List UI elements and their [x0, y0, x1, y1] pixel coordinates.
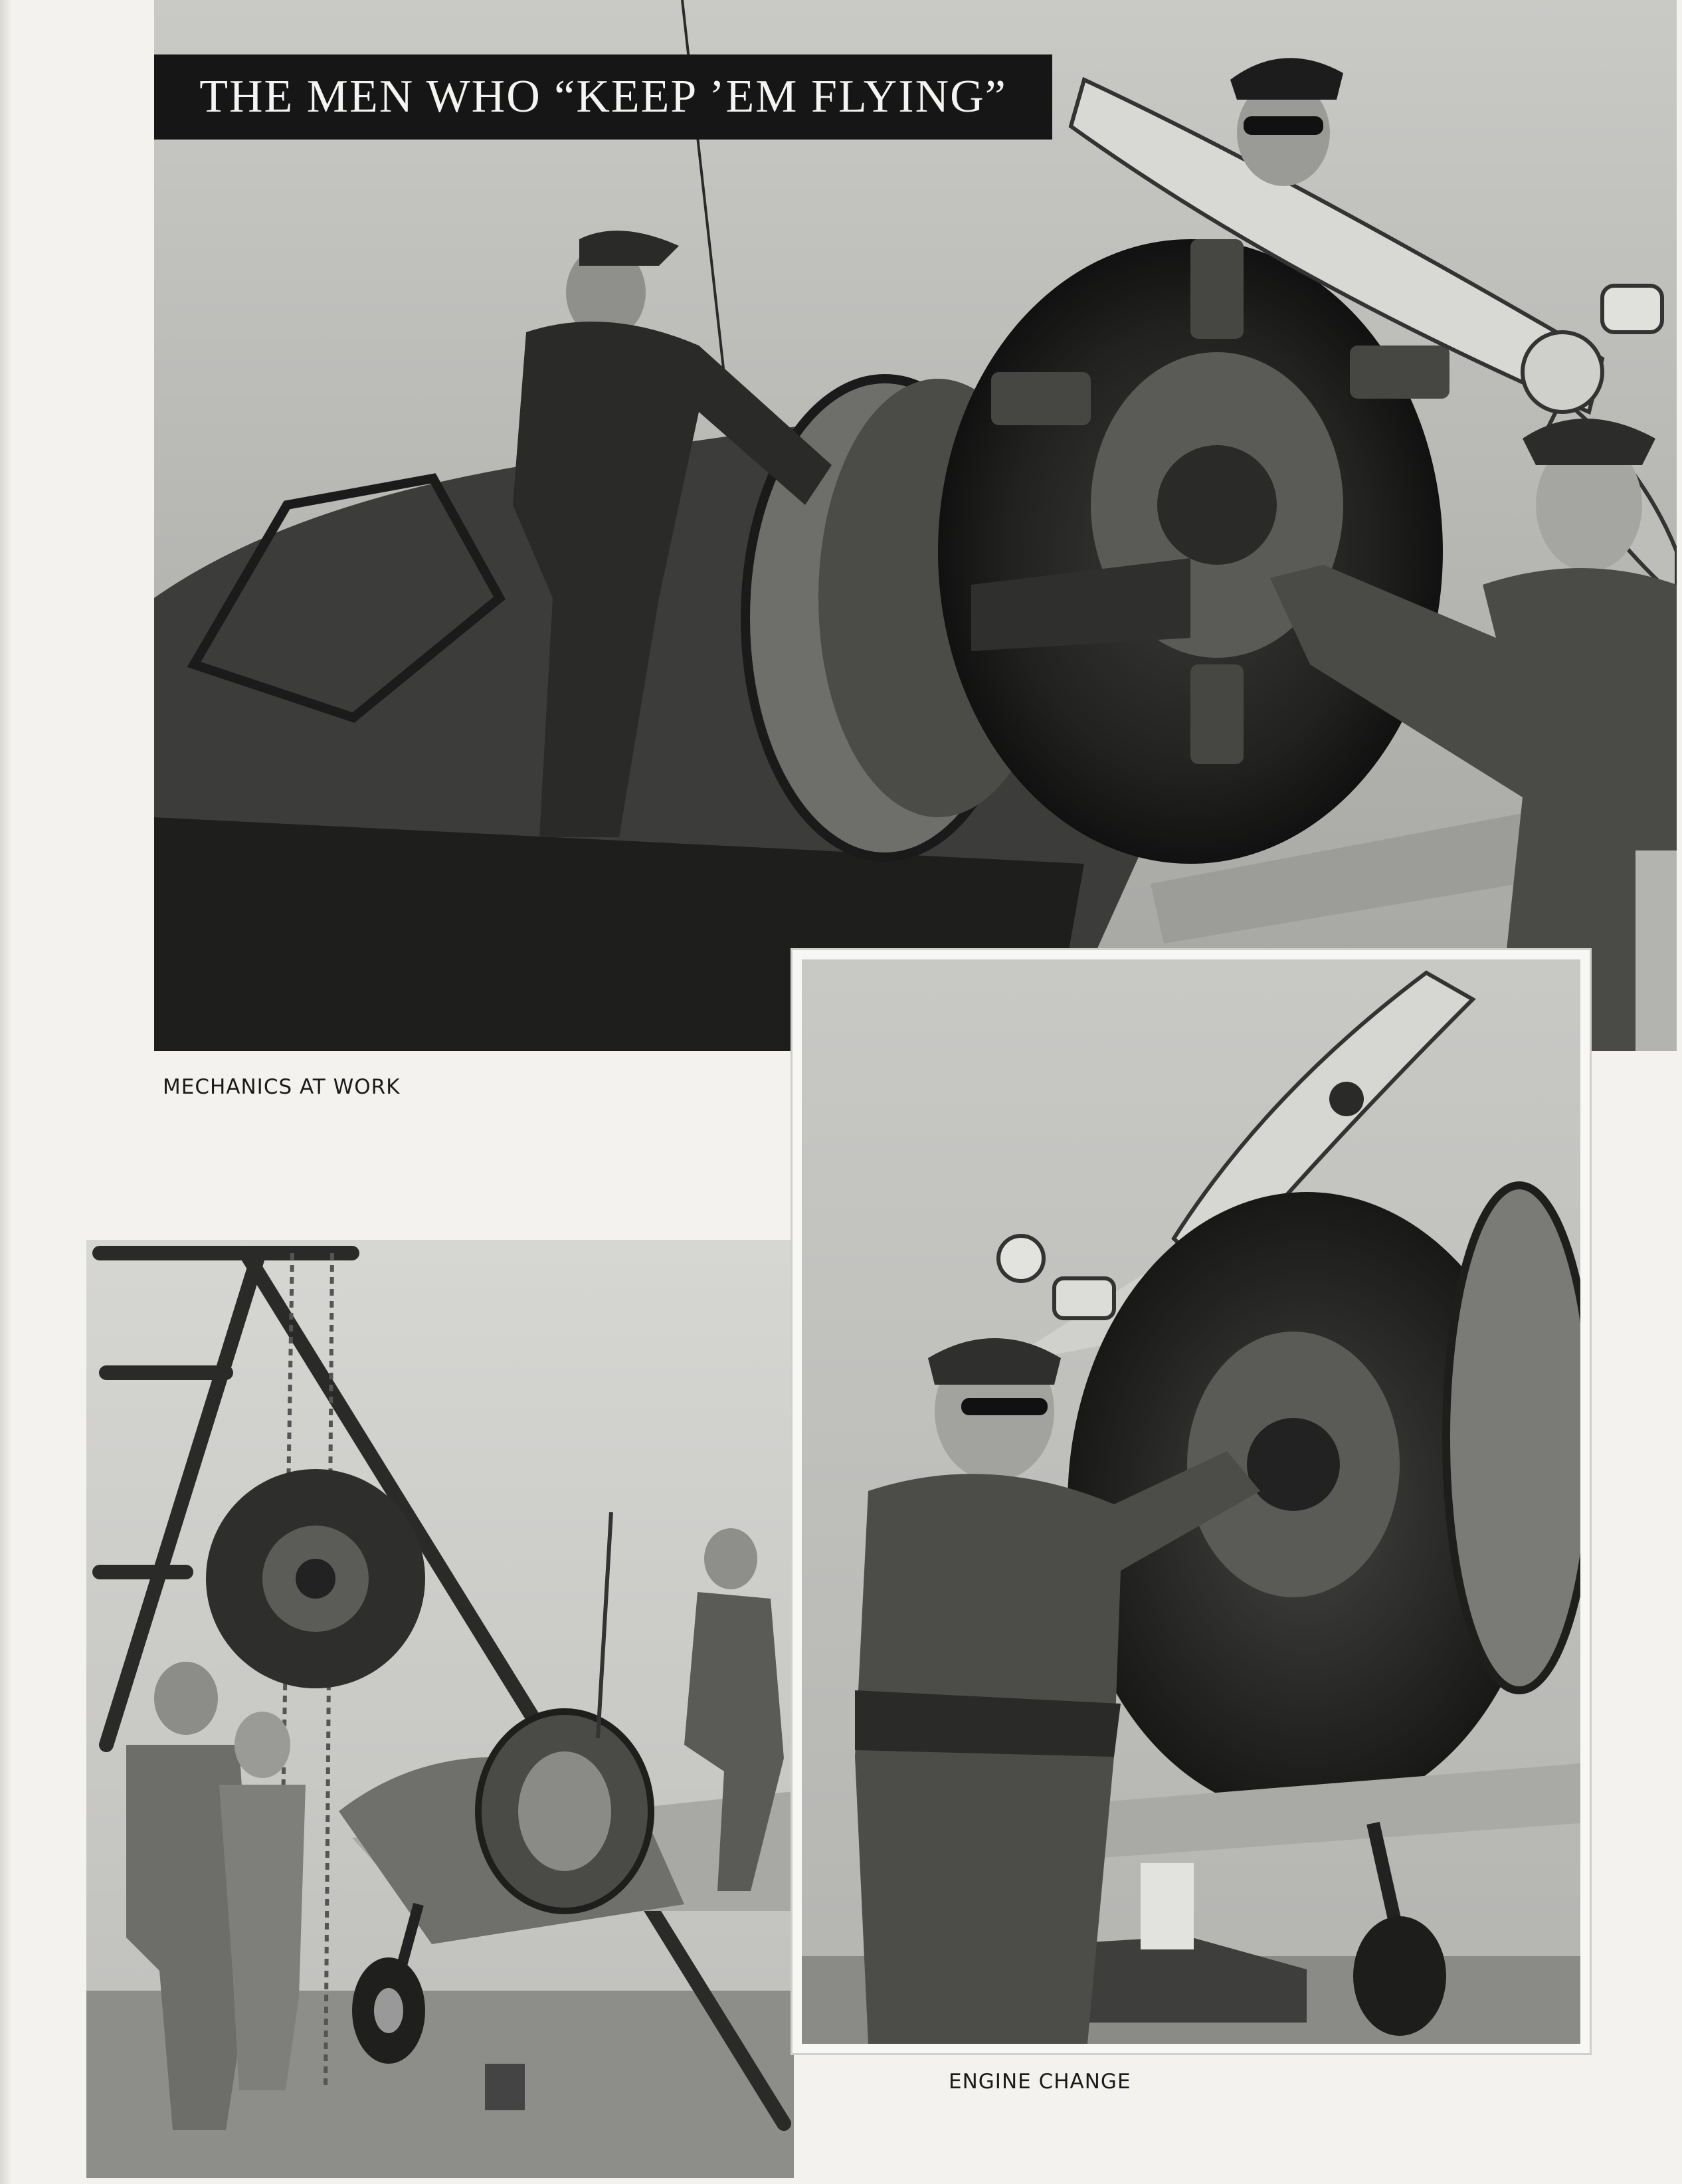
caption-engine-change: ENGINE CHANGE — [949, 2070, 1131, 2094]
page-edge — [0, 0, 12, 2184]
photo-engine-hoist — [86, 1240, 794, 2178]
page-title: THE MEN WHO “KEEP ’EM FLYING” — [199, 71, 1007, 122]
photo-engine-change — [802, 959, 1580, 2044]
photo-mechanics-at-work — [154, 0, 1677, 1051]
caption-mechanics-at-work: MECHANICS AT WORK — [163, 1075, 401, 1099]
title-banner — [154, 54, 1052, 140]
